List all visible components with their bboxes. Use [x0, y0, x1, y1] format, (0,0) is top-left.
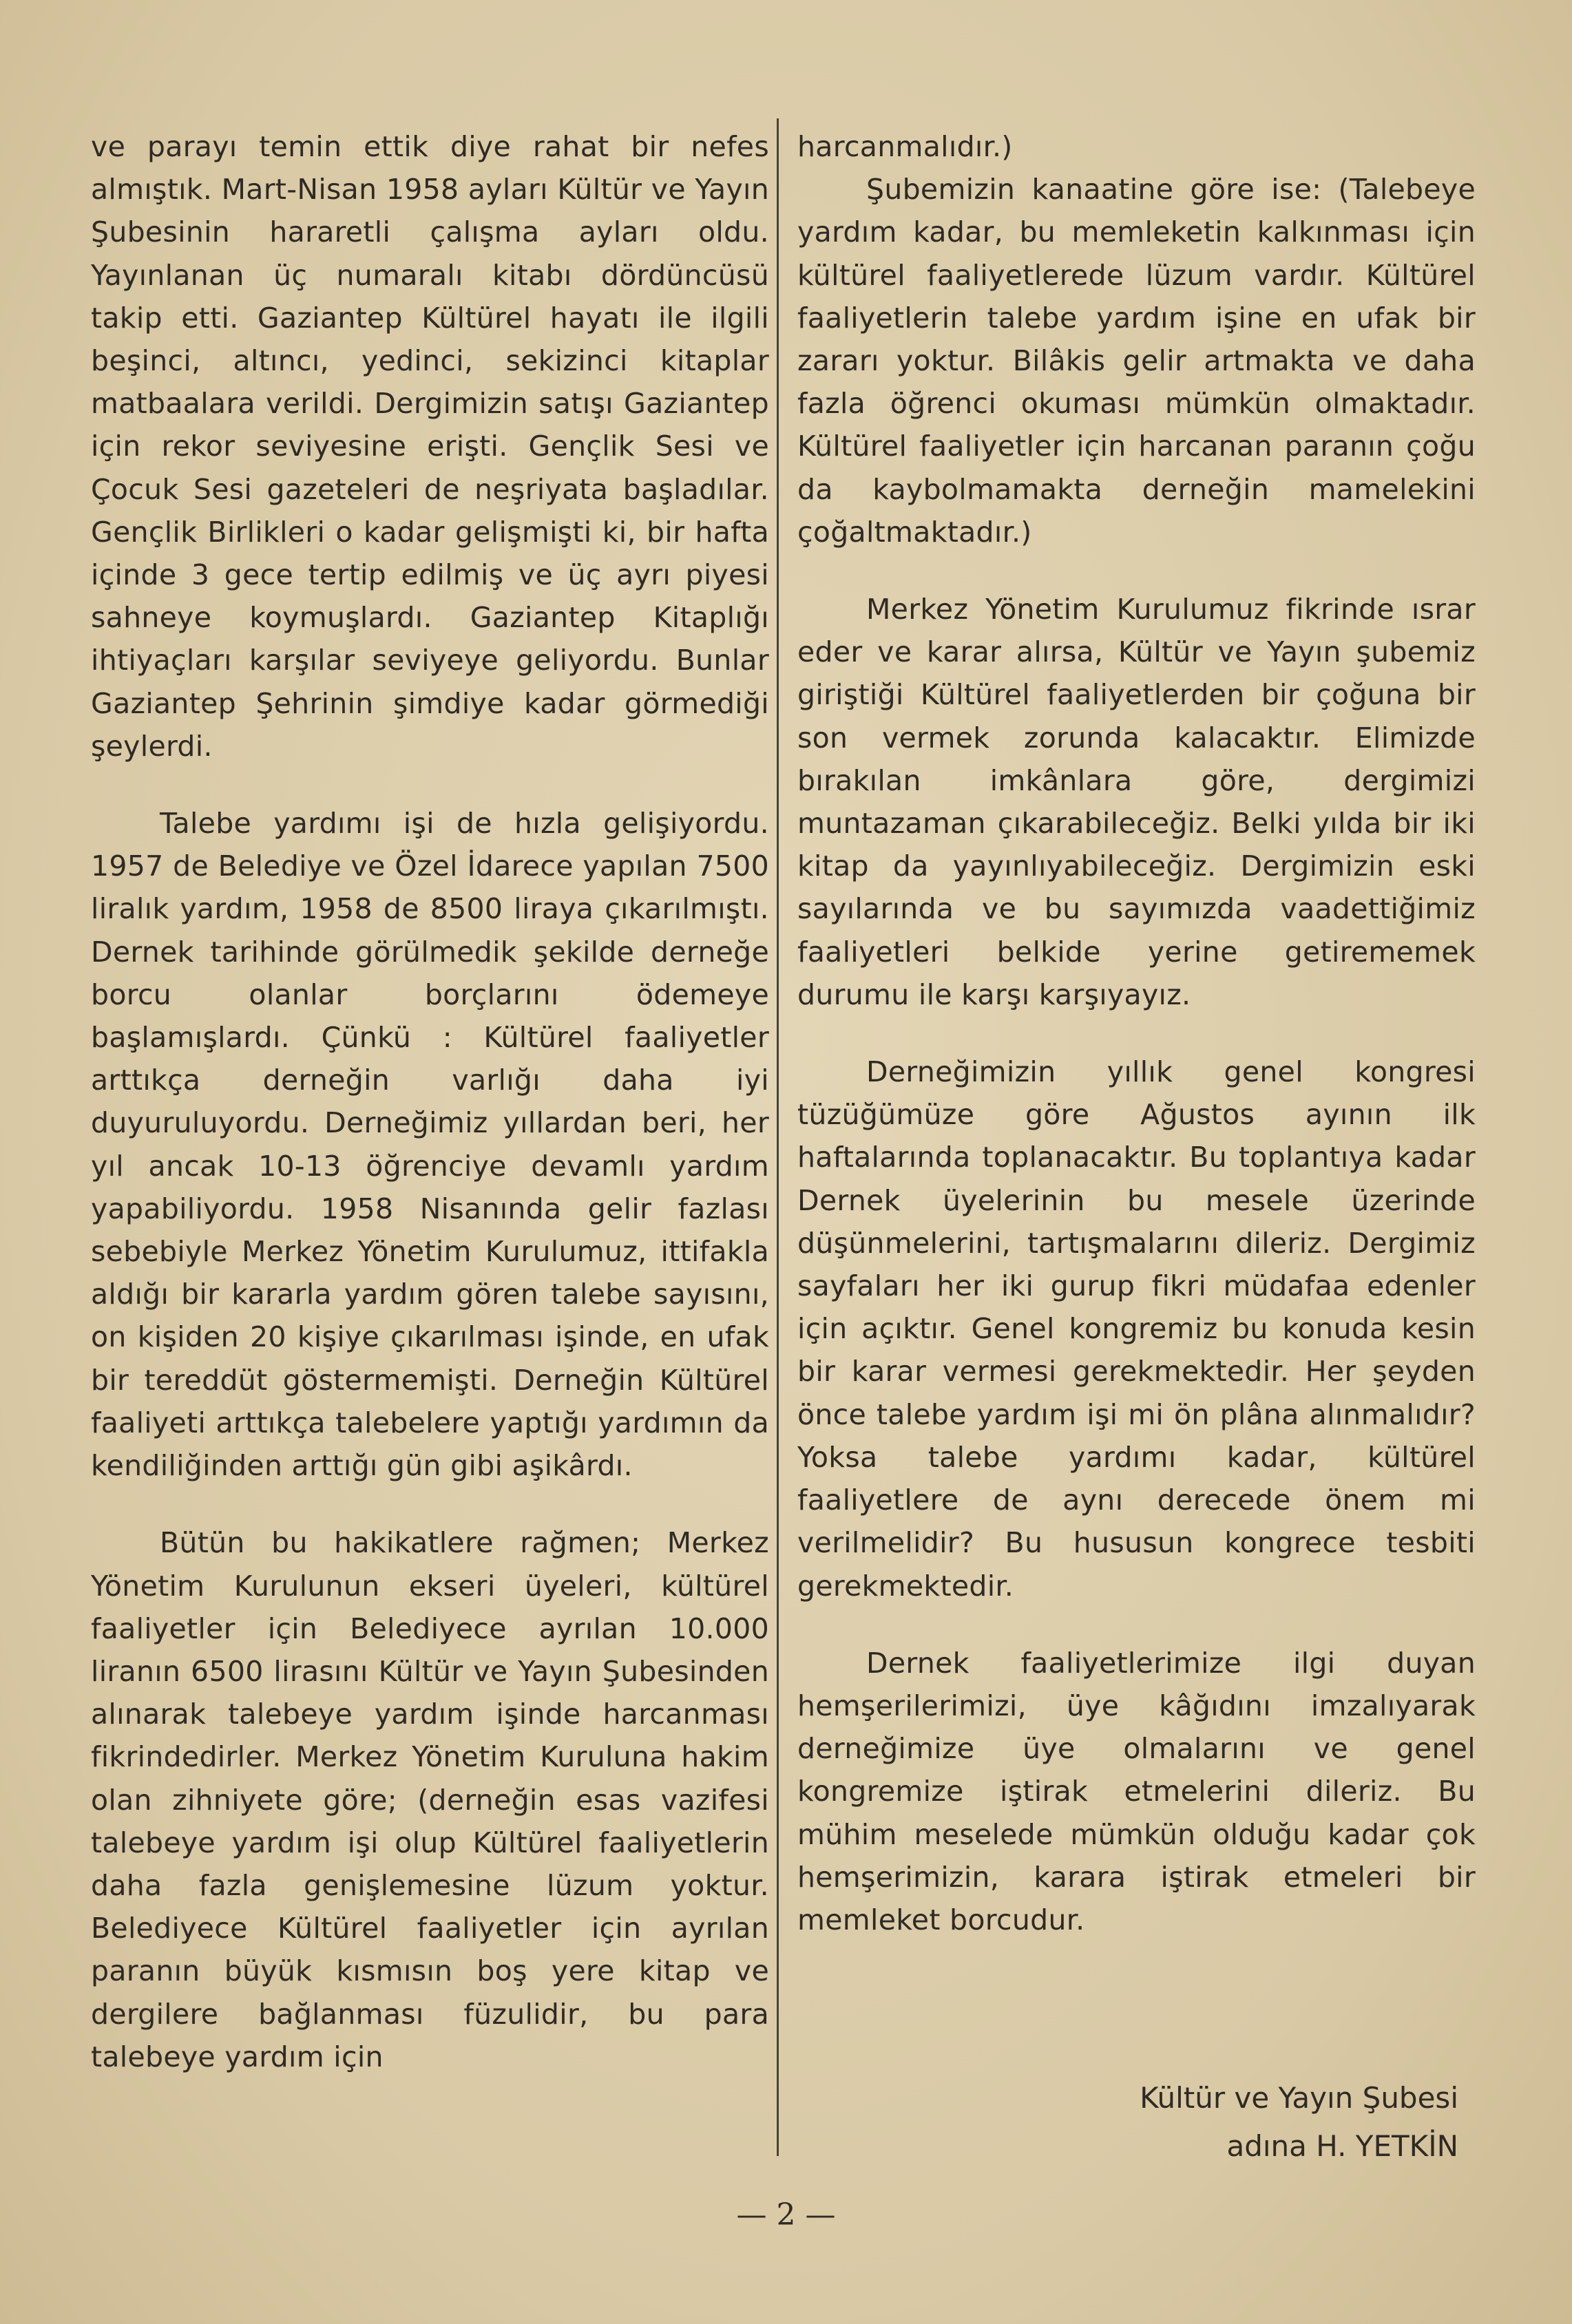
- right-column: [797, 125, 1476, 1941]
- paragraph: Dernek faaliyetlerimize ilgi duyan hemşerilerimizi, üye kâğıdını imzalıyarak derneğimize üye olmalarını ve genel kongremize iştirak etmelerini dileriz. Bu mühim meselede mümkün olduğu kadar çok hemşerimizin, karara iştirak etmeleri bir memleket borcudur.: [797, 1646, 1476, 1936]
- left-column: [91, 125, 769, 2078]
- signature-line-2: adına H. YETKİN: [1226, 2129, 1458, 2163]
- paragraph: ve parayı temin ettik diye rahat bir nefes almıştık. Mart-Nisan 1958 ayları Kültür ve Yayın Şubesinin hararetli çalışma ayları oldu. Yayınlanan üç numaralı kitabı dördüncüsü takip etti. Gaziantep Kültürel hayatı ile ilgili beşinci, altıncı, yedinci, sekizinci kitaplar matbaalara verildi. Dergimizin satışı Gaziantep için rekor seviyesine erişti. Gençlik Sesi ve Çocuk Sesi gazeteleri de neşriyata başladılar. Gençlik Birlikleri o kadar gelişmişti ki, bir hafta içinde 3 gece tertip edilmiş ve üç ayrı piyesi sahneye koymuşlardı. Gaziantep Kitaplığı ihtiyaçları karşılar seviyeye geliyordu. Bunlar Gaziantep Şehrinin şimdiye kadar görmediği şeylerdi.: [91, 130, 769, 763]
- signature-line-1: Kültür ve Yayın Şubesi: [1140, 2081, 1458, 2115]
- column-divider: [777, 118, 779, 2156]
- paragraph: Talebe yardımı işi de hızla gelişiyordu. 1957 de Belediye ve Özel İdarece yapılan 7500 liralık yardım, 1958 de 8500 liraya çıkarılmıştı. Dernek tarihinde görülmedik şekilde derneğe borcu olanlar borçlarını ödemeye başlamışlardı. Çünkü : Kültürel faaliyetler arttıkça derneğin varlığı daha iyi duyuruluyordu. Derneğimiz yıllardan beri, her yıl ancak 10-13 öğrenciye devamlı yardım yapabiliyordu. 1958 Nisanında gelir fazlası sebebiyle Merkez Yönetim Kurulumuz, ittifakla aldığı bir kararla yardım gören talebe sayısını, on kişiden 20 kişiye çıkarılması işinde, en ufak bir tereddüt göstermemişti. Derneğin Kültürel faaliyeti arttıkça talebelere yaptığı yardımın da kendiliğinden arttığı gün gibi aşikârdı.: [91, 807, 769, 1483]
- paragraph: harcanmalıdır.): [797, 130, 1013, 163]
- paragraph: Şubemizin kanaatine göre ise: (Talebeye yardım kadar, bu memleketin kalkınması için kültürel faaliyetlerede lüzum vardır. Kültürel faaliyetlerin talebe yardım işine en ufak bir zararı yoktur. Bilâkis gelir artmakta ve daha fazla öğrenci okuması mümkün olmaktadır. Kültürel faaliyetler için harcanan paranın çoğu da kaybolmamakta derneğin mamelekini çoğaltmaktadır.): [797, 173, 1476, 549]
- paragraph: Merkez Yönetim Kurulumuz fikrinde ısrar eder ve karar alırsa, Kültür ve Yayın şubemiz giriştiği Kültürel faaliyetlerden bir çoğuna bir son vermek zorunda kalacaktır. Elimizde bırakılan imkânlara göre, dergimizi muntazaman çıkarabileceğiz. Belki yılda bir iki kitap da yayınlıyabileceğiz. Dergimizin eski sayılarında ve bu sayımızda vaadettiğimiz faaliyetleri belkide yerine getirememek durumu ile karşı karşıyayız.: [797, 593, 1476, 1011]
- page-number: — 2 —: [736, 2197, 836, 2232]
- paragraph: Bütün bu hakikatlere rağmen; Merkez Yönetim Kurulunun ekseri üyeleri, kültürel faaliyetler için Belediyece ayrılan 10.000 liranın 6500 lirasını Kültür ve Yayın Şubesinden alınarak talebeye yardım işinde harcanması fikrindedirler. Merkez Yönetim Kuruluna hakim olan zihniyete göre; (derneğin esas vazifesi talebeye yardım işi olup Kültürel faaliyetlerin daha fazla genişlemesine lüzum yoktur. Belediyece Kültürel faaliyetler için ayrılan paranın büyük kısmısın boş yere kitap ve dergilere bağlanması füzulidir, bu para talebeye yardım için: [91, 1526, 769, 2073]
- paragraph: Derneğimizin yıllık genel kongresi tüzüğümüze göre Ağustos ayının ilk haftalarında toplanacaktır. Bu toplantıya kadar Dernek üyelerinin bu mesele üzerinde düşünmelerini, tartışmalarını dileriz. Dergimiz sayfaları her iki gurup fikri müdafaa edenler için açıktır. Genel kongremiz bu konuda kesin bir karar vermesi gerekmektedir. Her şeyden önce talebe yardım işi mi ön plâna alınmalıdır? Yoksa talebe yardımı kadar, kültürel faaliyetlere de aynı derecede önem mi verilmelidir? Bu hususun kongrece tesbiti gerekmektedir.: [797, 1055, 1476, 1603]
